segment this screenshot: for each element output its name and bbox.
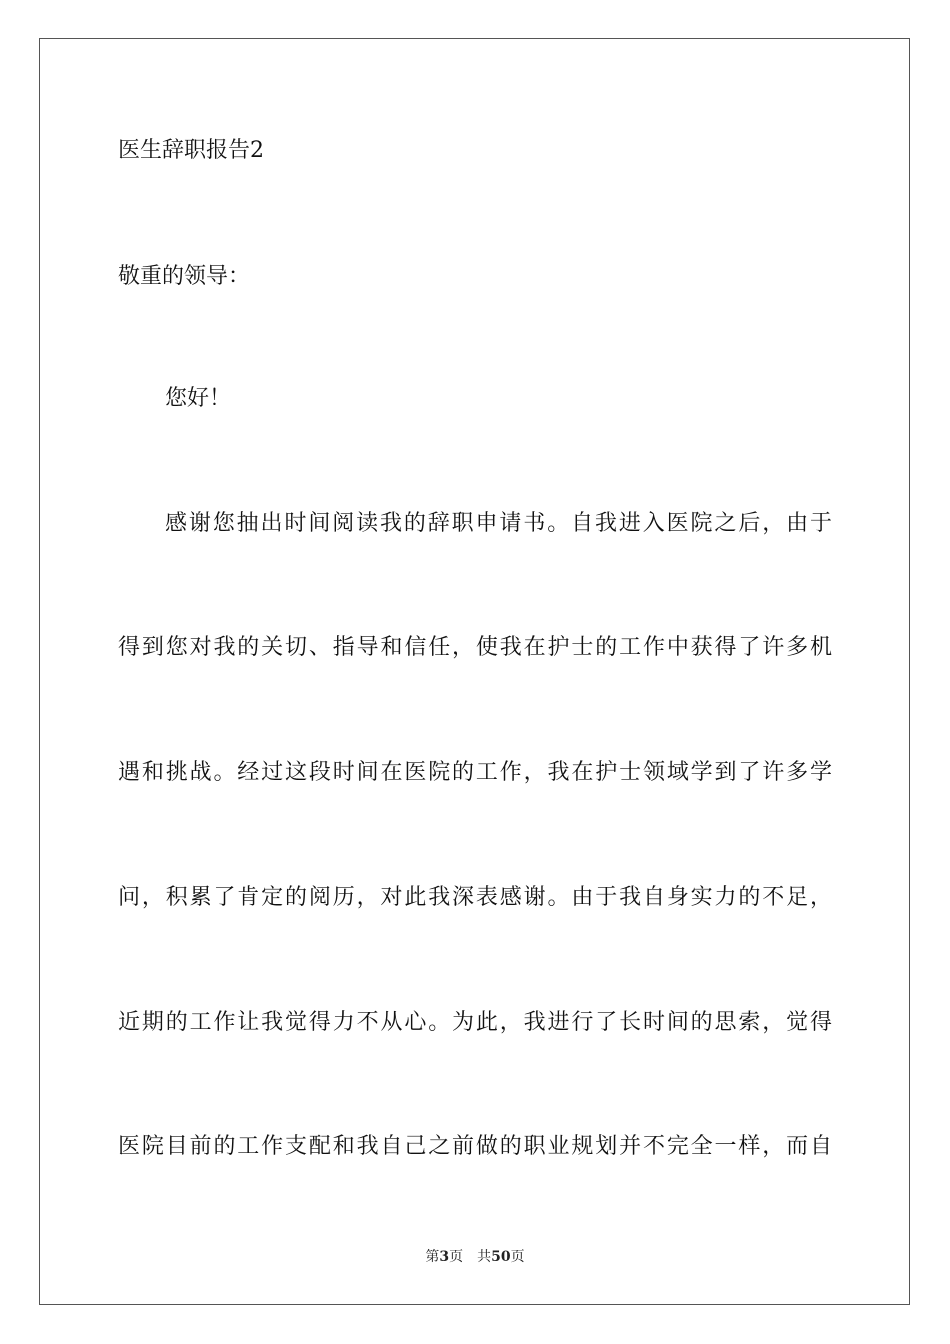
greeting: 您好！ xyxy=(165,386,232,411)
footer-page-prefix: 第 xyxy=(425,1249,440,1265)
body-line: 医院目前的工作支配和我自己之前做的职业规划并不完全一样，而自 xyxy=(118,1134,832,1159)
body-line: 得到您对我的关切、指导和信任，使我在护士的工作中获得了许多机 xyxy=(118,635,832,660)
page-border xyxy=(39,38,910,1305)
salutation: 敬重的领导： xyxy=(118,264,251,289)
footer-page-suffix: 页 xyxy=(449,1249,464,1265)
body-line: 近期的工作让我觉得力不从心。为此，我进行了长时间的思索，觉得 xyxy=(118,1010,832,1035)
footer-page-number: 3 xyxy=(439,1249,450,1265)
body-line: 感谢您抽出时间阅读我的辞职申请书。自我进入医院之后，由于 xyxy=(165,511,832,536)
document-title: 医生辞职报告2 xyxy=(118,138,264,163)
page-footer xyxy=(0,1247,950,1267)
footer-total-number: 50 xyxy=(491,1249,511,1265)
footer-total-prefix: 共 xyxy=(477,1249,492,1265)
body-line: 遇和挑战。经过这段时间在医院的工作，我在护士领域学到了许多学 xyxy=(118,760,832,785)
footer-total-suffix: 页 xyxy=(510,1249,525,1265)
body-line: 问，积累了肯定的阅历，对此我深表感谢。由于我自身实力的不足， xyxy=(118,885,832,910)
